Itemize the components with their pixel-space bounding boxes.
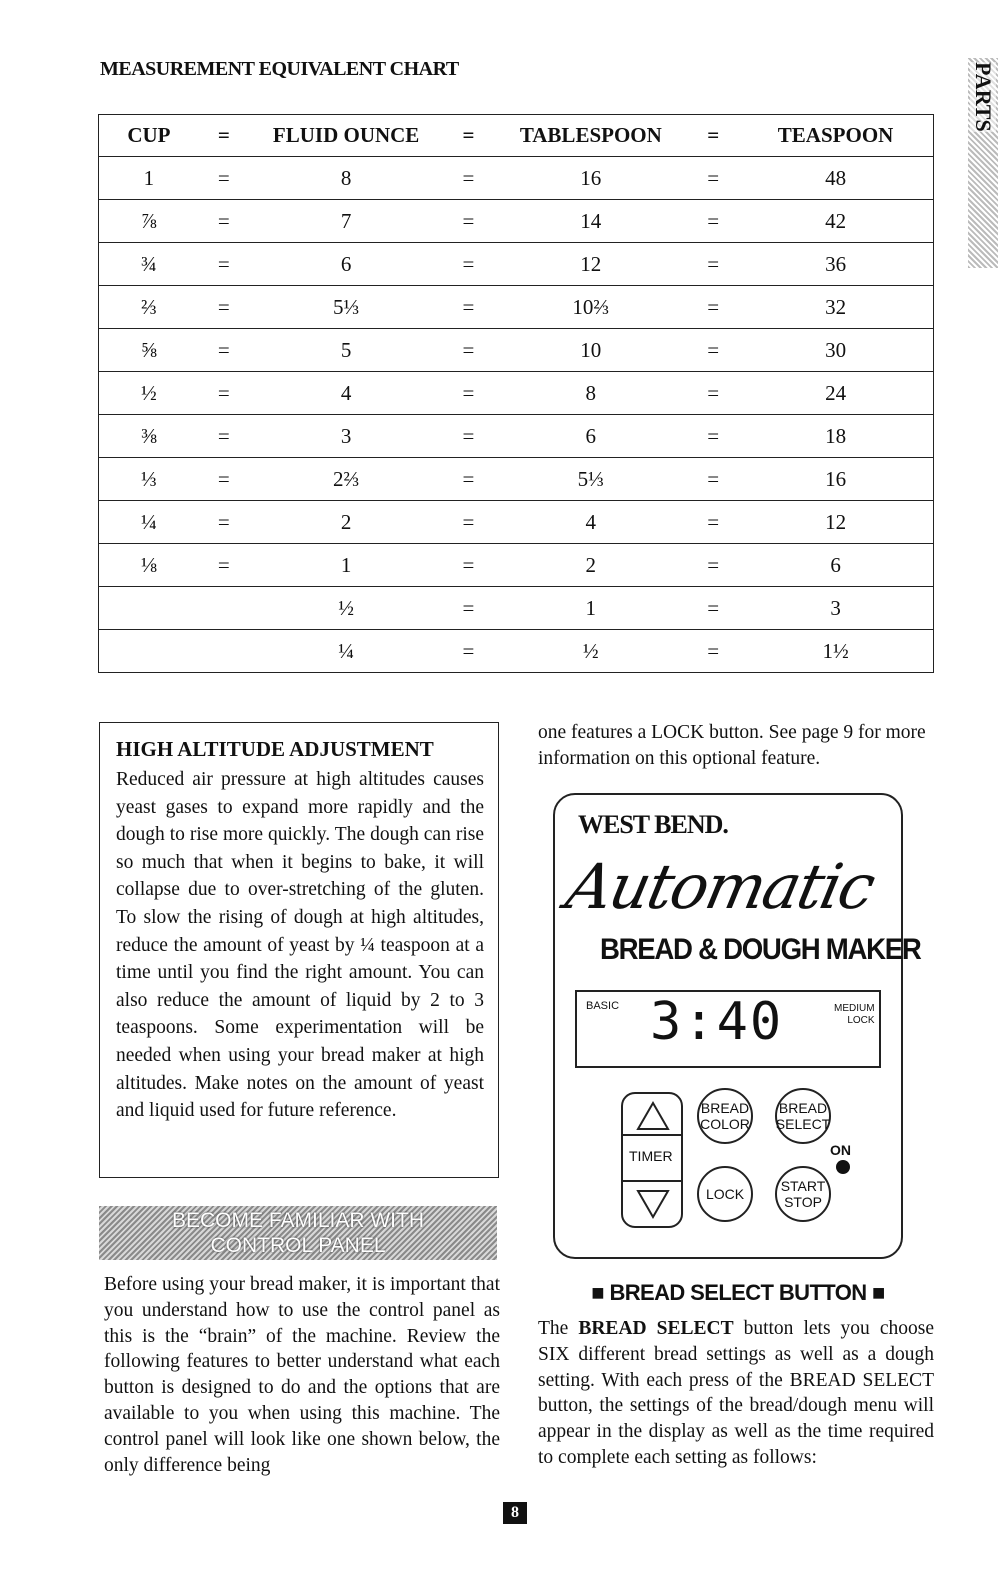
side-tab — [968, 58, 998, 268]
table-cell: = — [688, 544, 738, 587]
down-arrow-icon — [635, 1188, 671, 1220]
table-row — [99, 200, 934, 243]
table-cell: 5⅓ — [493, 458, 688, 501]
display-crust-label: MEDIUM — [834, 1003, 875, 1014]
table-cell: = — [199, 458, 249, 501]
table-cell: ½ — [249, 587, 444, 630]
display-crust — [834, 1003, 875, 1027]
table-cell: 36 — [738, 243, 933, 286]
table-cell: = — [688, 415, 738, 458]
table-cell: 2 — [493, 544, 688, 587]
display-time: 3:40 — [650, 992, 784, 1052]
table-cell: = — [443, 200, 493, 243]
table-cell: = — [688, 458, 738, 501]
table-cell — [199, 587, 249, 630]
table-row — [99, 630, 934, 673]
table-cell: ½ — [493, 630, 688, 673]
measurement-table — [98, 114, 934, 673]
brand-logo: WEST BEND. — [578, 810, 728, 839]
table-cell: 32 — [738, 286, 933, 329]
table-row — [99, 157, 934, 200]
table-cell: = — [443, 544, 493, 587]
table-cell: = — [443, 630, 493, 673]
become-familiar-banner — [99, 1206, 497, 1260]
table-cell: 6 — [249, 243, 444, 286]
table-cell: = — [688, 329, 738, 372]
table-cell: = — [199, 329, 249, 372]
high-altitude-title: HIGH ALTITUDE ADJUSTMENT — [116, 737, 434, 761]
script-logo: Automatic — [560, 850, 880, 923]
table-cell — [99, 630, 199, 673]
table-cell: = — [199, 286, 249, 329]
table-cell: 2 — [249, 501, 444, 544]
control-panel-intro: Before using your bread maker, it is important that you understand how to use the control panel as this is the “brain” of the machine. Review the following features to better understand what each button is designed to do and the options that are available to you when using this machine. The control panel will look like one shown below, the only difference being — [104, 1274, 500, 1476]
table-cell: 12 — [493, 243, 688, 286]
table-cell: 10 — [493, 329, 688, 372]
table-cell: 6 — [493, 415, 688, 458]
table-cell: 12 — [738, 501, 933, 544]
high-altitude-box — [99, 722, 499, 1178]
table-header-row — [99, 115, 934, 157]
table-cell: = — [199, 372, 249, 415]
side-tab-label: PARTS — [971, 62, 996, 132]
bread-select-intro-bold: BREAD SELECT — [578, 1318, 734, 1339]
table-cell: = — [688, 630, 738, 673]
table-cell: 2⅔ — [249, 458, 444, 501]
bread-color-button: BREAD COLOR — [697, 1088, 753, 1144]
table-cell: 30 — [738, 329, 933, 372]
table-header-cell: FLUID OUNCE — [249, 115, 444, 157]
table-header-cell: = — [443, 115, 493, 157]
table-cell: = — [443, 243, 493, 286]
table-cell: 1½ — [738, 630, 933, 673]
table-row — [99, 587, 934, 630]
table-body — [99, 157, 934, 673]
display-mode: BASIC — [586, 1000, 620, 1012]
table-row — [99, 329, 934, 372]
table-row — [99, 501, 934, 544]
table-cell: ¾ — [99, 243, 199, 286]
banner-line-2: CONTROL PANEL — [210, 1234, 386, 1257]
table-cell: = — [443, 587, 493, 630]
chart-title: MEASUREMENT EQUIVALENT CHART — [100, 58, 459, 80]
table-cell: 14 — [493, 200, 688, 243]
table-cell: = — [443, 501, 493, 544]
product-name: BREAD & DOUGH MAKER — [600, 933, 921, 966]
table-cell: 3 — [249, 415, 444, 458]
table-cell: 16 — [493, 157, 688, 200]
up-arrow-icon — [635, 1100, 671, 1132]
table-cell: 4 — [493, 501, 688, 544]
table-row — [99, 372, 934, 415]
table-cell: 42 — [738, 200, 933, 243]
table-cell: 8 — [249, 157, 444, 200]
table-row — [99, 243, 934, 286]
table-cell: 6 — [738, 544, 933, 587]
table-cell: 7 — [249, 200, 444, 243]
table-cell: ¼ — [249, 630, 444, 673]
table-cell: = — [199, 501, 249, 544]
table-cell: ⅞ — [99, 200, 199, 243]
table-cell: ⅓ — [99, 458, 199, 501]
table-cell: = — [199, 243, 249, 286]
table-cell: ⅜ — [99, 415, 199, 458]
table-cell: ⅝ — [99, 329, 199, 372]
table-cell — [199, 630, 249, 673]
table-row — [99, 458, 934, 501]
table-cell: 16 — [738, 458, 933, 501]
table-cell: = — [199, 415, 249, 458]
table-header-cell: = — [199, 115, 249, 157]
bread-select-text — [538, 1316, 934, 1471]
table-cell: = — [688, 157, 738, 200]
table-cell — [99, 587, 199, 630]
lock-note: one features a LOCK button. See page 9 for more information on this optional feature. — [538, 722, 926, 769]
table-cell: ⅔ — [99, 286, 199, 329]
table-cell: = — [443, 415, 493, 458]
bread-select-button: BREAD SELECT — [775, 1088, 831, 1144]
table-cell: ¼ — [99, 501, 199, 544]
bread-select-intro-pre: The — [538, 1318, 579, 1339]
table-cell: = — [199, 157, 249, 200]
table-cell: = — [443, 157, 493, 200]
table-cell: = — [688, 587, 738, 630]
table-cell: ½ — [99, 372, 199, 415]
table-cell: 1 — [99, 157, 199, 200]
table-cell: 1 — [249, 544, 444, 587]
table-cell: = — [199, 200, 249, 243]
table-cell: 24 — [738, 372, 933, 415]
table-header-cell: TABLESPOON — [493, 115, 688, 157]
lock-button: LOCK — [697, 1166, 753, 1222]
table-cell: = — [688, 501, 738, 544]
banner-line-1: BECOME FAMILIAR WITH — [171, 1209, 425, 1232]
table-cell: 5⅓ — [249, 286, 444, 329]
table-cell: = — [443, 458, 493, 501]
table-cell: 18 — [738, 415, 933, 458]
high-altitude-text: Reduced air pressure at high altitudes causes yeast gases to expand more rapidly and the dough to rise more quickly. The dough can rise so much that when it begins to bake, it will collapse due to over-stretching of the gluten. To slow the rising of dough at high altitudes, reduce the amount of yeast by ¼ teaspoon at a time until you find the right amount. You can also reduce the amount of liquid by 2 to 3 teaspoons. Some experimentation will be needed when using your bread maker at high altitudes. Make notes on the amount of yeast and liquid used for future reference. — [116, 769, 484, 1122]
table-cell: 4 — [249, 372, 444, 415]
table-cell: = — [688, 200, 738, 243]
table-row — [99, 286, 934, 329]
table-header-cell: CUP — [99, 115, 199, 157]
table-cell: = — [443, 286, 493, 329]
table-row — [99, 415, 934, 458]
timer-label: TIMER — [629, 1148, 673, 1164]
table-row — [99, 544, 934, 587]
table-cell: = — [688, 286, 738, 329]
table-header-cell: TEASPOON — [738, 115, 933, 157]
table-cell: = — [688, 243, 738, 286]
table-cell: = — [199, 544, 249, 587]
table-cell: 10⅔ — [493, 286, 688, 329]
start-stop-button: START STOP — [775, 1166, 831, 1222]
bread-select-heading: ■ BREAD SELECT BUTTON ■ — [591, 1280, 885, 1305]
display-lock-label: LOCK — [847, 1015, 875, 1026]
table-cell: = — [443, 329, 493, 372]
table-cell: ⅛ — [99, 544, 199, 587]
on-indicator-dot — [836, 1160, 850, 1174]
table-cell: = — [688, 372, 738, 415]
on-label: ON — [830, 1142, 851, 1158]
table-cell: = — [443, 372, 493, 415]
page-number: 8 — [503, 1502, 527, 1524]
table-header-cell: = — [688, 115, 738, 157]
table-cell: 48 — [738, 157, 933, 200]
table-cell: 5 — [249, 329, 444, 372]
table-cell: 1 — [493, 587, 688, 630]
bread-select-intro-post: button lets you choose SIX different bread settings as well as a dough setting. With each press of the BREAD SELECT button, the settings of the bread/dough menu will appear in the display as well as the time required to complete each setting as follows: — [538, 1318, 934, 1468]
table-cell: 8 — [493, 372, 688, 415]
table-cell: 3 — [738, 587, 933, 630]
